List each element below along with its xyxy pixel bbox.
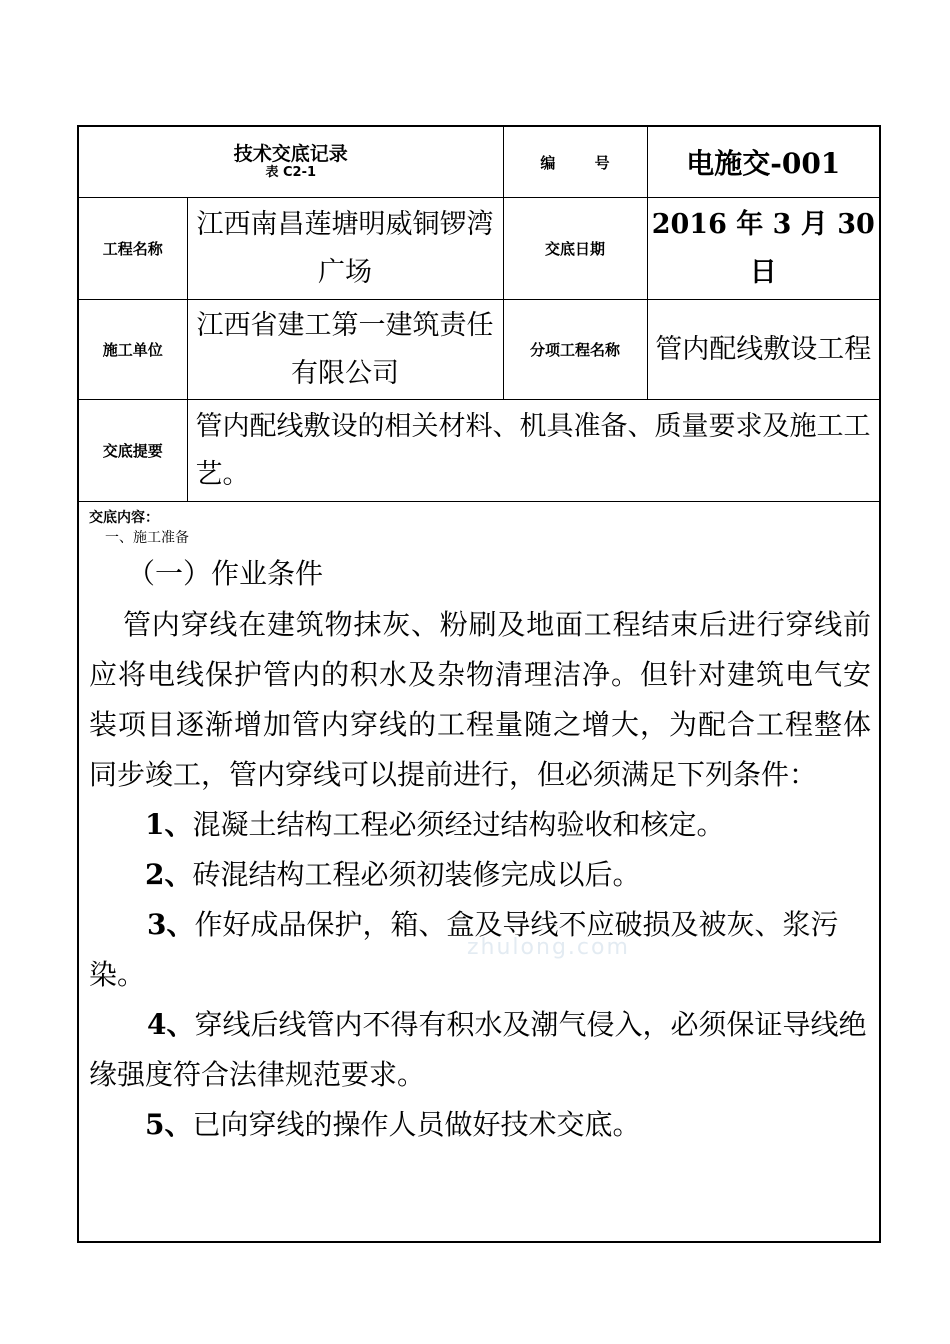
condition-item-3: 3、作好成品保护，箱、盒及导线不应破损及被灰、浆污染。 bbox=[89, 908, 839, 991]
unit-value: 江西省建工第一建筑责任有限公司 bbox=[187, 300, 503, 400]
project-name-value: 江西南昌莲塘明威铜锣湾广场 bbox=[187, 198, 503, 300]
unit-label: 施工单位 bbox=[79, 300, 187, 400]
disclosure-content bbox=[79, 502, 879, 1150]
condition-item-1: 1、混凝土结构工程必须经过结构验收和核定。 bbox=[145, 808, 725, 841]
conditions-paragraph: 管内穿线在建筑物抹灰、粉刷及地面工程结束后进行穿线前应将电线保护管内的积水及杂物清理洁净。但针对建筑电气安装项目逐渐增加管内穿线的工程量随之增大，为配合工程整体同步竣工，管内穿线可以提前进行，但必须满足下列条件： bbox=[89, 608, 871, 791]
summary-value: 管内配线敷设的相关材料、机具准备、质量要求及施工工艺。 bbox=[187, 400, 879, 502]
condition-item-5: 5、已向穿线的操作人员做好技术交底。 bbox=[145, 1108, 641, 1141]
subitem-value: 管内配线敷设工程 bbox=[647, 300, 879, 400]
condition-item-4: 4、穿线后线管内不得有积水及潮气侵入，必须保证导线绝缘强度符合法律规范要求。 bbox=[89, 1008, 867, 1091]
form-number: 表 C2-1 bbox=[265, 165, 317, 180]
number-value: 电施交-001 bbox=[647, 127, 879, 198]
subsection-heading: （一）作业条件 bbox=[127, 557, 324, 590]
summary-label: 交底提要 bbox=[79, 400, 187, 502]
form-title-cell bbox=[79, 127, 503, 198]
date-label: 交底日期 bbox=[503, 198, 647, 300]
subitem-label: 分项工程名称 bbox=[503, 300, 647, 400]
project-name-label: 工程名称 bbox=[79, 198, 187, 300]
header-table bbox=[79, 127, 879, 502]
form-title: 技术交底记录 bbox=[233, 143, 348, 165]
content-label: 交底内容： bbox=[89, 510, 159, 526]
technical-disclosure-form bbox=[77, 125, 881, 1243]
condition-item-2: 2、砖混结构工程必须初装修完成以后。 bbox=[145, 858, 641, 891]
number-label: 编 号 bbox=[503, 127, 647, 198]
date-value: 2016 年 3 月 30 日 bbox=[647, 198, 879, 300]
watermark: zhulong.com bbox=[467, 935, 630, 960]
section-heading: 一、施工准备 bbox=[105, 530, 189, 546]
